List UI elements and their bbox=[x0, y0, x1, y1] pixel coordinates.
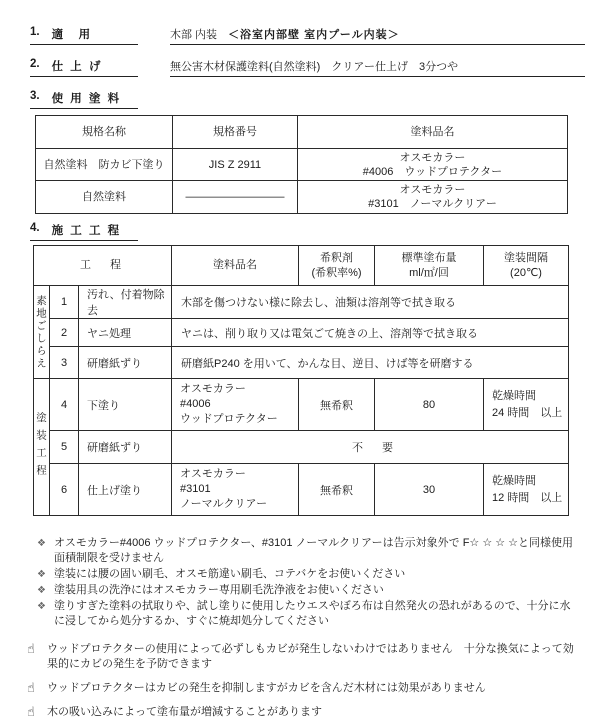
interval-line: 乾燥時間 bbox=[492, 474, 537, 487]
section-title: 施 工 工 程 bbox=[51, 225, 122, 237]
section-process-label bbox=[30, 222, 138, 241]
process-table bbox=[33, 245, 569, 516]
section-process bbox=[30, 222, 585, 241]
step-name: ヤニ処理 bbox=[79, 319, 172, 347]
step-name: 仕上げ塗り bbox=[79, 464, 172, 516]
step-thinner: 無希釈 bbox=[299, 464, 375, 516]
product-line: ノーマルクリアー bbox=[180, 498, 268, 510]
product-line: #4006 bbox=[180, 398, 211, 410]
section-title: 仕 上 げ bbox=[51, 61, 103, 73]
step-description: 不 要 bbox=[172, 431, 569, 464]
process-header-interval bbox=[484, 246, 569, 286]
header-line: 希釈剤 bbox=[320, 251, 354, 264]
section-number: 2. bbox=[30, 58, 40, 70]
note-item bbox=[27, 642, 577, 672]
step-name: 下塗り bbox=[79, 379, 172, 431]
table-row bbox=[34, 379, 569, 431]
finish-value-text: 無公害木材保護塗料(自然塗料) クリアー仕上げ 3分つや bbox=[170, 61, 459, 73]
product-line: オスモカラー bbox=[180, 468, 246, 480]
product-line: #3101 bbox=[180, 483, 211, 495]
step-name: 汚れ、付着物除去 bbox=[79, 286, 172, 319]
pointing-hand-icon: ☝ bbox=[27, 680, 35, 695]
note-item bbox=[30, 583, 577, 598]
note-text: 塗装には腰の固い刷毛、オスモ筋違い刷毛、コテバケをお使いください bbox=[54, 568, 406, 580]
note-item bbox=[30, 599, 577, 629]
step-coverage: 30 bbox=[375, 464, 484, 516]
header-line: (希釈率%) bbox=[311, 266, 362, 279]
product-line: #3101 ノーマルクリアー bbox=[368, 198, 497, 210]
product-line: オスモカラー bbox=[399, 184, 466, 196]
group-label-painting: 塗装工程 bbox=[34, 379, 50, 516]
section-number: 4. bbox=[30, 222, 40, 234]
section-number: 1. bbox=[30, 26, 40, 38]
step-number: 3 bbox=[50, 347, 79, 379]
notes-section bbox=[27, 536, 585, 720]
step-coverage: 80 bbox=[375, 379, 484, 431]
section-title: 適 用 bbox=[51, 29, 93, 41]
note-text: 塗装用具の洗浄にはオスモカラー専用刷毛洗浄液をお使いください bbox=[54, 584, 384, 596]
paint-header-name: 規格名称 bbox=[36, 116, 173, 149]
note-item bbox=[30, 567, 577, 582]
note-text: ウッドプロテクターの使用によって必ずしもカビが発生しないわけではありません 十分な換気によって効果的にカビの発生を予防できます bbox=[47, 643, 574, 670]
step-name: 研磨紙ずり bbox=[79, 347, 172, 379]
paint-table-header-row bbox=[36, 116, 568, 149]
table-row bbox=[34, 319, 569, 347]
header-line: 塗装間隔 bbox=[504, 251, 549, 264]
paint-row-name: 自然塗料 bbox=[36, 181, 173, 214]
step-number: 5 bbox=[50, 431, 79, 464]
application-value-emphasis: ＜浴室内部壁 室内プール内装＞ bbox=[228, 29, 400, 41]
process-header-thinner bbox=[299, 246, 375, 286]
application-value-text: 木部 内装 bbox=[170, 29, 229, 41]
paint-header-product: 塗料品名 bbox=[298, 116, 568, 149]
note-text: 木の吸い込みによって塗布量が増減することがあります bbox=[47, 706, 322, 718]
section-finish-label bbox=[30, 58, 138, 77]
header-line: ml/㎡/回 bbox=[409, 266, 449, 279]
table-row bbox=[34, 464, 569, 516]
process-header-coverage bbox=[375, 246, 484, 286]
step-product bbox=[172, 464, 299, 516]
diamond-icon: ❖ bbox=[37, 569, 46, 580]
diamond-icon: ❖ bbox=[37, 601, 46, 612]
pointing-hand-icon: ☝ bbox=[27, 704, 35, 719]
pointing-hand-icon: ☝ bbox=[27, 641, 35, 656]
section-finish bbox=[30, 58, 585, 77]
section-application-label bbox=[30, 26, 138, 45]
interval-line: 乾燥時間 bbox=[492, 389, 537, 402]
hand-notes-group bbox=[27, 642, 577, 720]
section-paints bbox=[30, 90, 585, 109]
note-item bbox=[30, 536, 577, 566]
table-row bbox=[34, 431, 569, 464]
step-name: 研磨紙ずり bbox=[79, 431, 172, 464]
section-number: 3. bbox=[30, 90, 40, 102]
step-number: 2 bbox=[50, 319, 79, 347]
step-number: 4 bbox=[50, 379, 79, 431]
process-header-step: 工 程 bbox=[34, 246, 172, 286]
header-line: (20℃) bbox=[510, 266, 542, 279]
paint-row-code: ――――――――― bbox=[173, 181, 298, 214]
note-item bbox=[27, 681, 577, 696]
paint-header-code: 規格番号 bbox=[173, 116, 298, 149]
table-row bbox=[34, 347, 569, 379]
step-product bbox=[172, 379, 299, 431]
diamond-icon: ❖ bbox=[37, 585, 46, 596]
product-line: ウッドプロテクター bbox=[180, 413, 278, 425]
step-description: ヤニは、削り取り又は電気ごて焼きの上、溶剤等で拭き取る bbox=[172, 319, 569, 347]
product-line: オスモカラー bbox=[399, 151, 466, 164]
table-row bbox=[34, 286, 569, 319]
step-interval bbox=[484, 379, 569, 431]
note-text: オスモカラー#4006 ウッドプロテクター、#3101 ノーマルクリアーは告示対象外で F☆ ☆ ☆ ☆と同様使用面積制限を受けません bbox=[54, 537, 574, 564]
note-text: ウッドプロテクターはカビの発生を抑制しますがカビを含んだ木材には効果がありません bbox=[47, 682, 486, 694]
step-thinner: 無希釈 bbox=[299, 379, 375, 431]
product-line: #4006 ウッドプロテクター bbox=[362, 165, 503, 178]
product-line: オスモカラー bbox=[180, 383, 246, 395]
paint-row-product bbox=[298, 149, 568, 181]
table-row bbox=[36, 181, 568, 214]
table-row bbox=[36, 149, 568, 181]
interval-line: 24 時間 以上 bbox=[492, 406, 563, 419]
process-header-product: 塗料品名 bbox=[172, 246, 299, 286]
section-finish-value bbox=[170, 58, 585, 77]
note-item bbox=[27, 705, 577, 720]
step-number: 1 bbox=[50, 286, 79, 319]
step-description: 木部を傷つけない様に除去し、油類は溶剤等で拭き取る bbox=[172, 286, 569, 319]
group-label-preparation: 素地ごしらえ bbox=[34, 286, 50, 379]
paint-row-name: 自然塗料 防カビ下塗り bbox=[36, 149, 173, 181]
paint-row-code: JIS Z 2911 bbox=[173, 149, 298, 181]
process-table-header-row bbox=[34, 246, 569, 286]
section-paints-label bbox=[30, 90, 138, 109]
section-title: 使 用 塗 料 bbox=[51, 93, 122, 105]
section-application-value bbox=[170, 26, 585, 45]
paint-row-product bbox=[298, 181, 568, 214]
diamond-icon: ❖ bbox=[37, 538, 46, 549]
interval-line: 12 時間 以上 bbox=[492, 491, 563, 504]
header-line: 標準塗布量 bbox=[401, 251, 457, 264]
step-description: 研磨紙P240 を用いて、かんな目、逆目、けば等を研磨する bbox=[172, 347, 569, 379]
paint-table bbox=[35, 115, 568, 214]
step-number: 6 bbox=[50, 464, 79, 516]
section-application bbox=[30, 26, 585, 45]
note-text: 塗りすぎた塗料の拭取りや、試し塗りに使用したウエスやぼろ布は自然発火の恐れがあるので、十分に水に浸してから処分するか、すぐに焼却処分してください bbox=[54, 600, 571, 627]
step-interval bbox=[484, 464, 569, 516]
